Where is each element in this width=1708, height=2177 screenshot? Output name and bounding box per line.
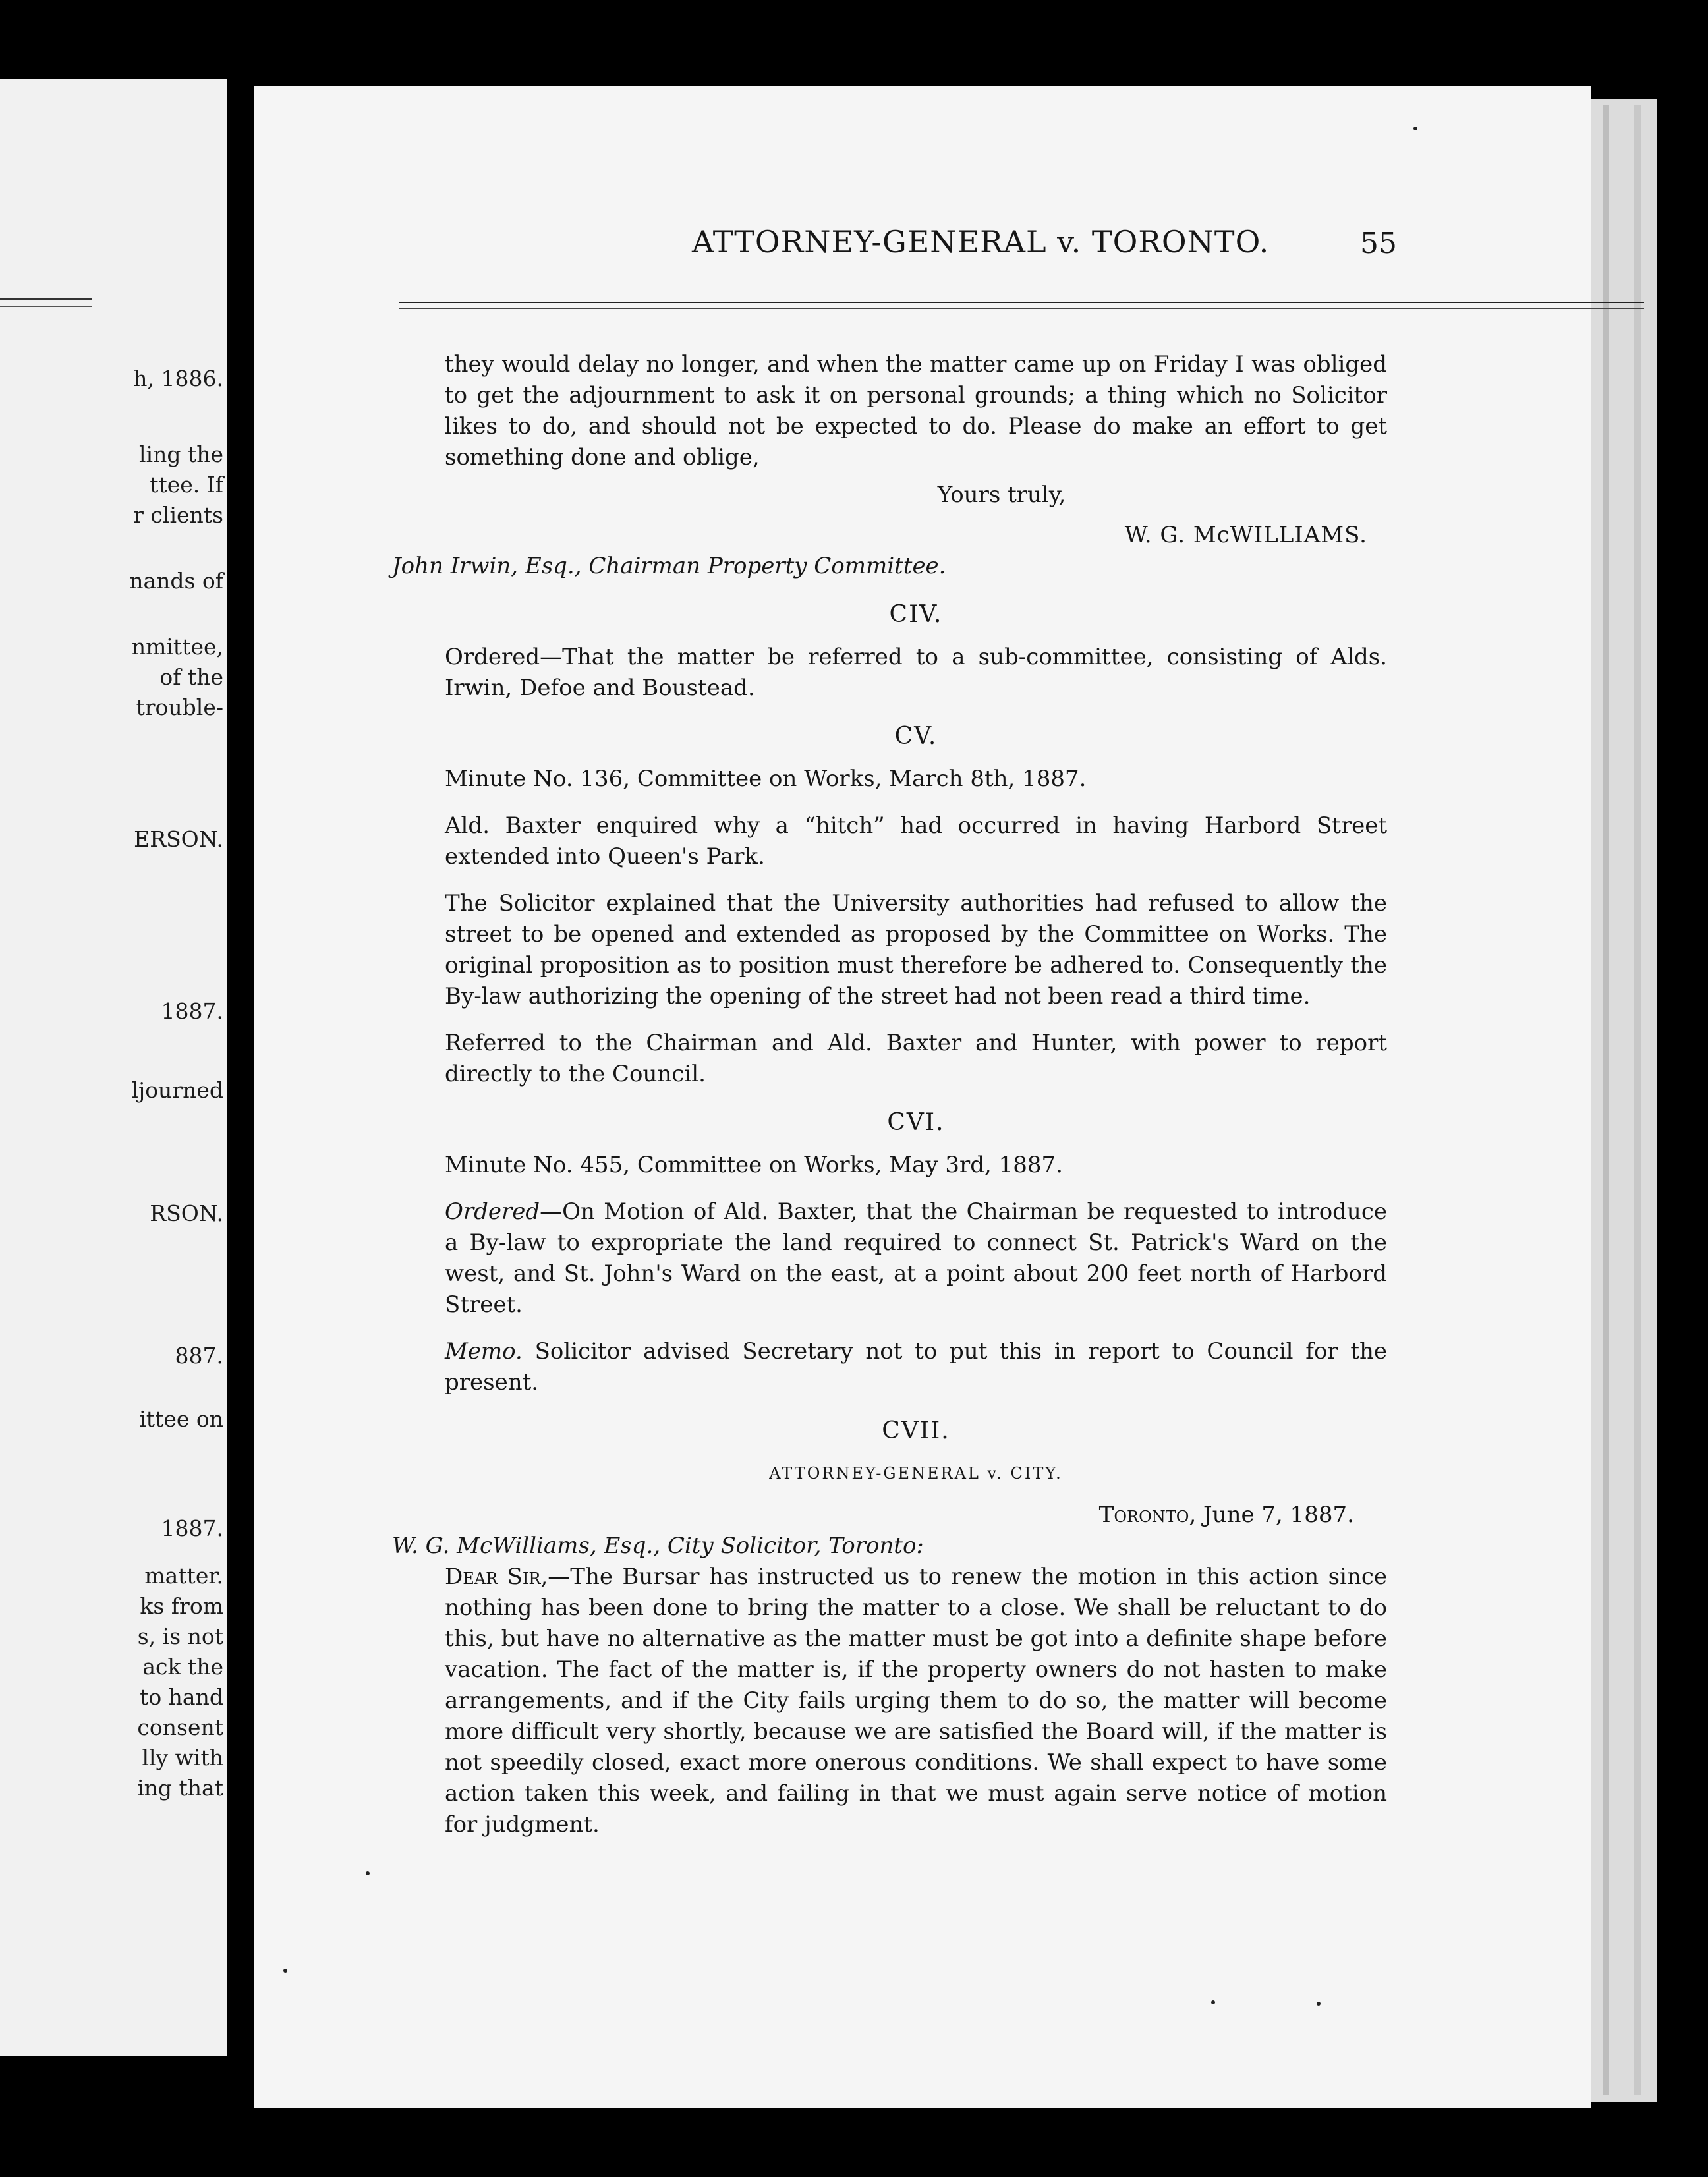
left-page-fragment: ljourned bbox=[131, 1077, 223, 1103]
letter-closing: Yours truly, bbox=[937, 482, 1066, 508]
left-page-fragment: ttee. If bbox=[150, 472, 223, 497]
header-rule-middle bbox=[399, 308, 1644, 309]
left-page-fragment: nands of bbox=[129, 568, 223, 594]
page-number: 55 bbox=[1360, 227, 1397, 260]
left-page-fragment: ing that bbox=[137, 1775, 223, 1801]
page-edge bbox=[1591, 99, 1657, 2102]
left-page-fragment: 1887. bbox=[161, 998, 223, 1024]
cvii-salutation: Dear Sir, bbox=[445, 1564, 548, 1590]
cvi-memo bbox=[445, 1336, 1387, 1398]
header-rule-top bbox=[399, 302, 1644, 303]
left-page-fragment: matter. bbox=[144, 1563, 223, 1589]
section-heading-cv: CV. bbox=[894, 723, 938, 750]
cvii-body bbox=[445, 1562, 1387, 1840]
cv-paragraph-1: Ald. Baxter enquired why a “hitch” had occurred in having Harbord Street extended into Queen's Park. bbox=[445, 812, 1387, 870]
left-page-fragment: trouble- bbox=[136, 694, 223, 720]
page-content bbox=[392, 349, 1387, 1840]
left-page-fragment: r clients bbox=[133, 502, 223, 528]
left-page-rule-2 bbox=[0, 306, 92, 307]
left-page-fragment: s, is not bbox=[137, 1624, 223, 1649]
letter-end-body: they would delay no longer, and when the matter came up on Friday I was obliged to get the adjournment to ask it on personal grounds; a thing which no Solicitor likes to do, and should not be expected to do. Please do make an effort to get something done and oblige, bbox=[445, 351, 1387, 470]
letter-addressee: John Irwin, Esq., Chairman Property Committee. bbox=[392, 553, 946, 579]
left-page-fragment: RSON. bbox=[150, 1201, 223, 1226]
left-page-fragment: nmittee, bbox=[131, 634, 223, 660]
section-heading-cvi: CVI. bbox=[887, 1109, 945, 1136]
left-page-fragment: consent bbox=[137, 1714, 223, 1740]
section-heading-cvii: CVII. bbox=[882, 1417, 950, 1444]
speck-dot bbox=[1413, 127, 1417, 130]
cvi-memo-text: Solicitor advised Secretary not to put this in report to Council for the present. bbox=[445, 1338, 1387, 1396]
letter-signature: W. G. McWILLIAMS. bbox=[1124, 522, 1367, 548]
left-page-fragment: ling the bbox=[138, 441, 223, 467]
left-page-fragment: lly with bbox=[142, 1745, 223, 1770]
speck-dot bbox=[366, 1871, 370, 1875]
cvii-place: Toronto bbox=[1098, 1502, 1189, 1528]
cvii-addressee: W. G. McWilliams, Esq., City Solicitor, Toronto: bbox=[392, 1533, 924, 1559]
speck-dot bbox=[1317, 2002, 1321, 2006]
left-page-fragment: 1887. bbox=[161, 1515, 223, 1541]
cvi-ordered-label: Ordered bbox=[445, 1199, 540, 1225]
cvii-subheading: ATTORNEY-GENERAL v. CITY. bbox=[769, 1464, 1063, 1483]
section-heading-civ: CIV. bbox=[889, 601, 943, 628]
left-page-fragment: h, 1886. bbox=[133, 366, 223, 391]
cvii-body-text: —The Bursar has instructed us to renew the motion in this action since nothing has been done to bring the matter to a close. We shall be reluctant to do this, but have no alternative as the matter must be got into a definite shape before vacation. The fact of the matter is, if the property owners do not hasten to make arrangements, and if the City fails urging them to do so, the matter will become more difficult very shortly, because we are satisfied the Board will, if the matter is not speedily closed, exact more onerous conditions. We shall expect to have some action taken this week, and failing in that we must again serve notice of motion for judgment. bbox=[445, 1564, 1387, 1838]
left-facing-page bbox=[0, 79, 227, 2056]
left-page-fragment: ks from bbox=[140, 1593, 223, 1619]
cvi-memo-label: Memo. bbox=[445, 1338, 523, 1365]
page-edge-line bbox=[1603, 105, 1609, 2095]
cvii-dateline bbox=[445, 1500, 1387, 1531]
speck-dot bbox=[1211, 2000, 1215, 2004]
cvi-ordered-text: —On Motion of Ald. Baxter, that the Chairman be requested to introduce a By-law to expropriate the land required to connect St. Patrick's Ward on the west, and St. John's Ward on the east, at a point about 200 feet north of Harbord Street. bbox=[445, 1199, 1387, 1318]
left-page-rule bbox=[0, 298, 92, 300]
left-page-fragment: ERSON. bbox=[134, 826, 223, 852]
cv-paragraph-3: Referred to the Chairman and Ald. Baxter and Hunter, with power to report directly to the Council. bbox=[445, 1030, 1387, 1087]
page-edge-line-2 bbox=[1634, 105, 1641, 2095]
cvi-minute: Minute No. 455, Committee on Works, May 3rd, 1887. bbox=[445, 1152, 1063, 1178]
left-page-fragment: 887. bbox=[175, 1343, 223, 1369]
left-page-fragment: ack the bbox=[142, 1654, 223, 1680]
civ-text: Ordered—That the matter be referred to a sub-committee, consisting of Alds. Irwin, Defoe and Boustead. bbox=[445, 644, 1387, 701]
cvii-date: , June 7, 1887. bbox=[1189, 1502, 1354, 1528]
left-page-fragment: to hand bbox=[140, 1684, 223, 1710]
speck-dot bbox=[283, 1969, 287, 1973]
running-head: ATTORNEY-GENERAL v. TORONTO. bbox=[692, 224, 1270, 260]
left-page-fragment: ittee on bbox=[139, 1406, 223, 1432]
cvi-ordered bbox=[445, 1197, 1387, 1320]
cv-minute: Minute No. 136, Committee on Works, March 8th, 1887. bbox=[445, 766, 1087, 792]
cv-paragraph-2: The Solicitor explained that the University authorities had refused to allow the street to be opened and extended as proposed by the Committee on Works. The original proposition as to position must therefore be adhered to. Consequently the By-law authorizing the opening of the street had not been read a third time. bbox=[445, 890, 1387, 1009]
left-page-fragment: of the bbox=[159, 664, 223, 690]
